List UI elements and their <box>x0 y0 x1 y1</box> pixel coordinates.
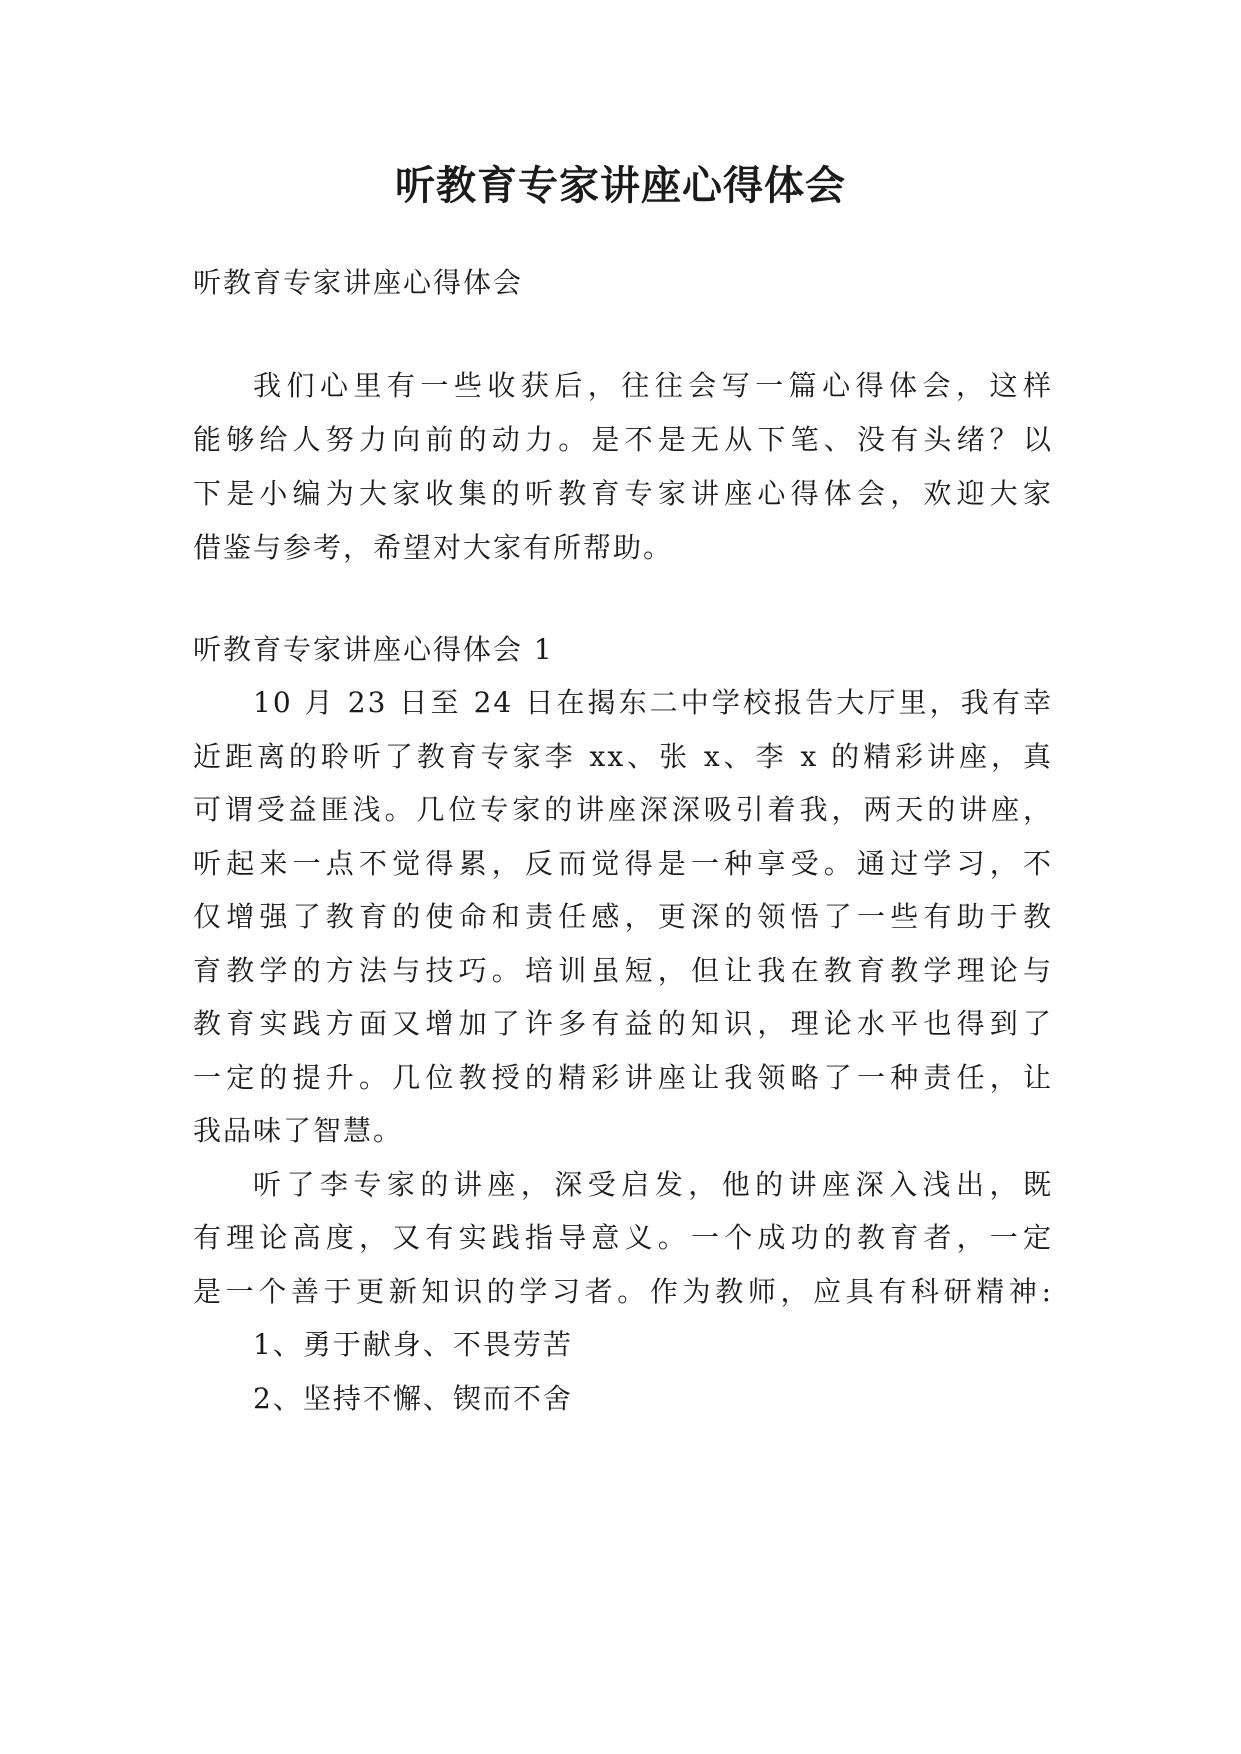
intro-line-3: 下是小编为大家收集的听教育专家讲座心得体会，欢迎大家 <box>193 477 1053 510</box>
para1-line-5: 仅增强了教育的使命和责任感，更深的领悟了一些有助于教 <box>193 900 1053 933</box>
para1-line-1: 10 月 23 日至 24 日在揭东二中学校报告大厅里，我有幸 <box>253 686 1053 719</box>
para1-line-9: 我品味了智慧。 <box>193 1114 404 1147</box>
intro-line-4: 借鉴与参考，希望对大家有所帮助。 <box>193 531 674 564</box>
intro-line-2: 能够给人努力向前的动力。是不是无从下笔、没有头绪？以 <box>193 423 1053 456</box>
intro-line-1: 我们心里有一些收获后，往往会写一篇心得体会，这样 <box>253 369 1053 402</box>
document-subtitle: 听教育专家讲座心得体会 <box>193 266 524 299</box>
list-item-2: 2、坚持不懈、锲而不舍 <box>253 1382 573 1415</box>
para2-line-2: 有理论高度，又有实践指导意义。一个成功的教育者，一定 <box>193 1221 1053 1254</box>
section-heading-1: 听教育专家讲座心得体会 1 <box>193 633 554 666</box>
para1-line-4: 听起来一点不觉得累，反而觉得是一种享受。通过学习，不 <box>193 847 1053 880</box>
para1-line-7: 教育实践方面又增加了许多有益的知识，理论水平也得到了 <box>193 1007 1053 1040</box>
para1-line-6: 育教学的方法与技巧。培训虽短，但让我在教育教学理论与 <box>193 954 1053 987</box>
para1-line-3: 可谓受益匪浅。几位专家的讲座深深吸引着我，两天的讲座， <box>193 793 1053 826</box>
para1-line-2: 近距离的聆听了教育专家李 xx、张 x、李 x 的精彩讲座，真 <box>193 740 1053 773</box>
para2-line-3: 是一个善于更新知识的学习者。作为教师，应具有科研精神: <box>193 1275 1053 1308</box>
para1-line-8: 一定的提升。几位教授的精彩讲座让我领略了一种责任，让 <box>193 1061 1053 1094</box>
list-item-1: 1、勇于献身、不畏劳苦 <box>253 1328 573 1361</box>
para2-line-1: 听了李专家的讲座，深受启发，他的讲座深入浅出，既 <box>253 1168 1053 1201</box>
document-title: 听教育专家讲座心得体会 <box>395 162 846 209</box>
